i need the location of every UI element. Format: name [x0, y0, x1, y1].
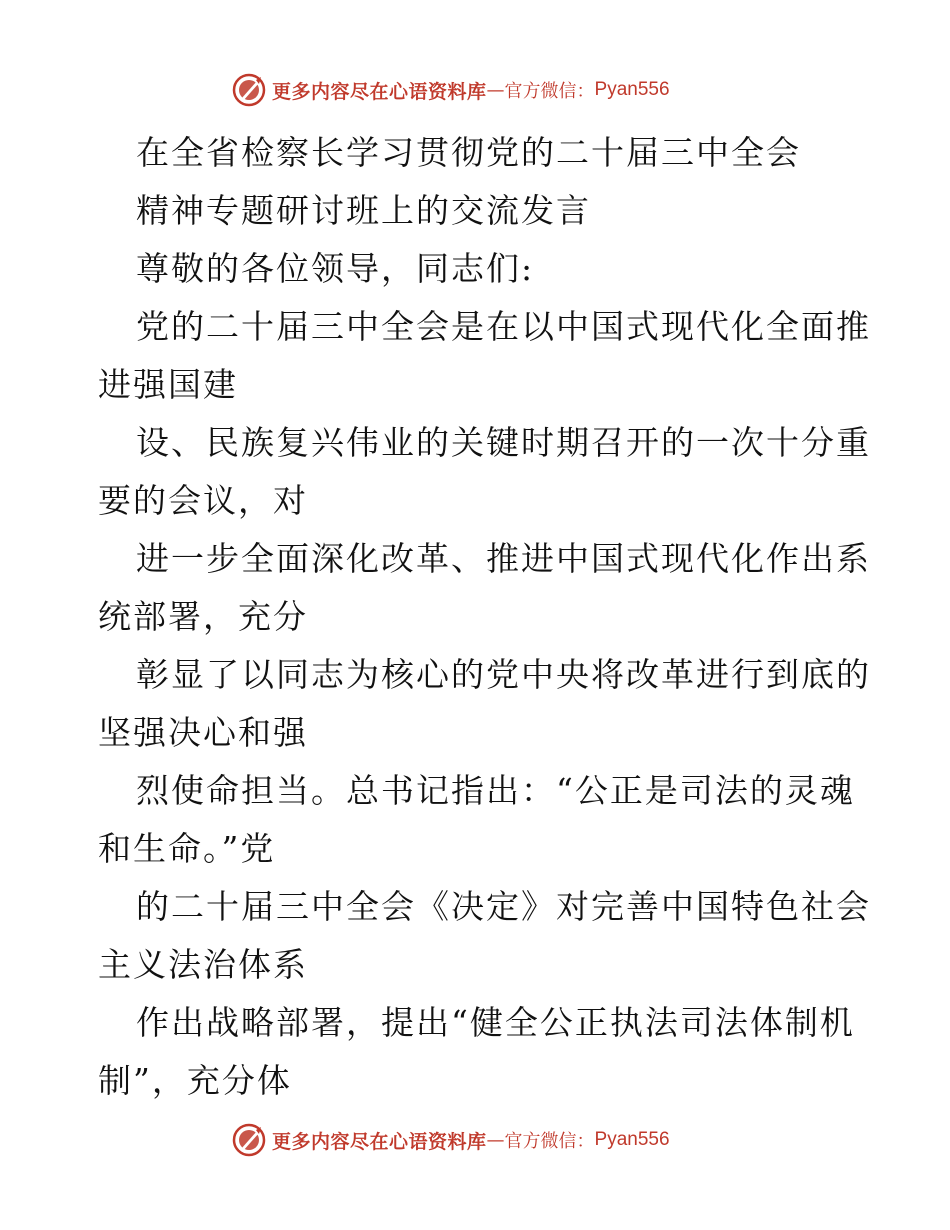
text-line: 进一步全面深化改革、推进中国式现代化作出系: [136, 539, 871, 578]
watermark-text: 更多内容尽在心语资料库: [272, 80, 487, 103]
watermark-text: 更多内容尽在心语资料库: [272, 1130, 487, 1153]
text-line: 烈使命担当。总书记指出：“公正是司法的灵魂: [136, 771, 855, 810]
document-title-line-2: 精神专题研讨班上的交流发言: [136, 191, 591, 230]
text-line: 坚强决心和强: [98, 713, 308, 752]
watermark-official-label: 官方微信：: [504, 81, 595, 102]
text-line: 制”，充分体: [98, 1061, 292, 1100]
text-line: 要的会议，对: [98, 481, 308, 520]
quill-seal-icon: [232, 1123, 266, 1157]
text-line: 的二十届三中全会《决定》对完善中国特色社会: [136, 887, 871, 926]
watermark-separator: —: [486, 1129, 505, 1151]
header-watermark-banner: [232, 72, 670, 108]
document-title-line-1: 在全省检察长学习贯彻党的二十届三中全会: [136, 133, 801, 172]
text-line: 进强国建: [98, 365, 238, 404]
watermark-wechat-id: Pyan556: [594, 1129, 670, 1150]
watermark-official-label: 官方微信：: [504, 1131, 595, 1152]
text-line: 作出战略部署，提出“健全公正执法司法体制机: [136, 1003, 855, 1042]
quill-seal-icon: [232, 73, 266, 107]
watermark-wechat-id: Pyan556: [594, 79, 670, 100]
watermark-separator: —: [486, 79, 505, 101]
text-line: 党的二十届三中全会是在以中国式现代化全面推: [136, 307, 871, 346]
text-line: 设、民族复兴伟业的关键时期召开的一次十分重: [136, 423, 871, 462]
text-line: 彰显了以同志为核心的党中央将改革进行到底的: [136, 655, 871, 694]
text-line: 统部署，充分: [98, 597, 308, 636]
salutation: 尊敬的各位领导，同志们:: [136, 249, 535, 288]
footer-watermark-banner: [232, 1122, 670, 1158]
text-line: 主义法治体系: [98, 945, 308, 984]
text-line: 和生命。”党: [98, 829, 276, 868]
document-body: [98, 124, 871, 1110]
